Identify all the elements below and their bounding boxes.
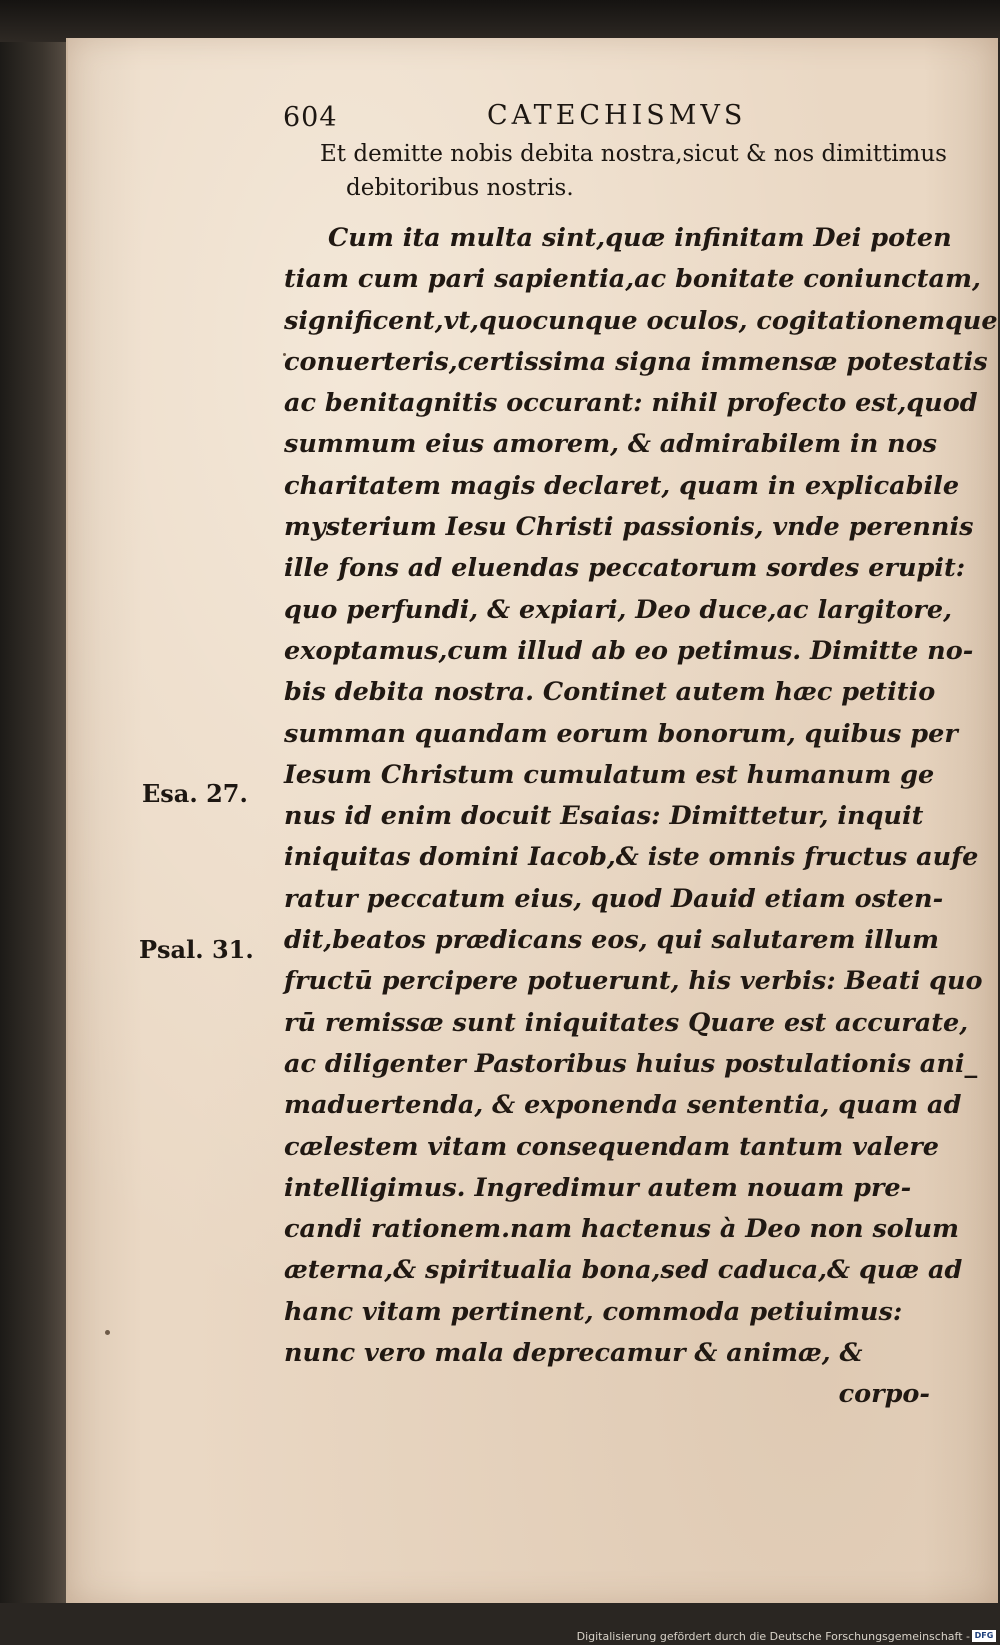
text-line: ratur peccatum eius, quod Dauid etiam osten-	[284, 883, 944, 914]
text-line: nunc vero mala deprecamur & animæ, &	[284, 1338, 863, 1369]
text-line: ille fons ad eluendas peccatorum sordes erupit:	[284, 553, 966, 584]
text-line: nus id enim docuit Esaias: Dimittetur, inquit	[284, 801, 924, 832]
text-line: significent,vt,quocunque oculos, cogitationemque	[284, 305, 998, 336]
text-line: candi rationem.nam hactenus à Deo non solum	[284, 1214, 960, 1245]
text-line: æterna,& spiritualia bona,sed caduca,& quæ ad	[284, 1255, 963, 1286]
scan-top-edge	[0, 0, 1000, 42]
text-line: iniquitas domini Iacob,& iste omnis fructus aufe	[284, 842, 979, 873]
text-line: bis debita nostra. Continet autem hæc petitio	[284, 677, 936, 708]
petition-line: debitoribus nostris.	[346, 175, 574, 201]
text-line: ac benitagnitis occurant: nihil profecto est,quod	[284, 388, 978, 419]
digitization-credit: Digitalisierung gefördert durch die Deutsche Forschungsgemeinschaft -	[576, 1630, 970, 1643]
text-line: mysterium Iesu Christi passionis, vnde perennis	[284, 512, 974, 543]
text-line: cælestem vitam consequendam tantum valere	[284, 1131, 940, 1162]
text-line: maduertenda, & exponenda sententia, quam ad	[284, 1090, 962, 1121]
text-line: Cum ita multa sint,quæ infinitam Dei poten	[328, 223, 952, 253]
text-line: quo perfundi, & expiari, Deo duce,ac largitore,	[284, 594, 952, 625]
text-line: tiam cum pari sapientia,ac bonitate coniunctam,	[284, 264, 981, 295]
dfg-logo-icon: DFG	[972, 1630, 996, 1642]
petition-heading	[320, 137, 960, 205]
page-number: 604	[283, 102, 338, 133]
margin-note-psalm: Psal. 31.	[139, 935, 254, 964]
text-line: conuerteris,certissima signa immensæ potestatis	[284, 346, 988, 377]
text-line: exoptamus,cum illud ab eo petimus. Dimitte no-	[284, 635, 974, 666]
body-text	[284, 218, 998, 1416]
catchword: corpo-	[838, 1379, 930, 1410]
text-line: summum eius amorem, & admirabilem in nos	[284, 429, 938, 460]
margin-note-esaias: Esa. 27.	[142, 779, 248, 808]
text-line: Iesum Christum cumulatum est humanum ge	[284, 759, 935, 790]
text-line: intelligimus. Ingredimur autem nouam pre-	[284, 1172, 912, 1203]
text-line: hanc vitam pertinent, commoda petiuimus:	[284, 1296, 903, 1327]
scan-left-edge	[0, 0, 70, 1645]
text-line: summan quandam eorum bonorum, quibus per	[284, 718, 958, 749]
running-head: CATECHISMVS	[487, 100, 747, 131]
petition-line: Et demitte nobis debita nostra,sicut & nos dimittimus	[320, 141, 947, 167]
text-line: fructū percipere potuerunt, his verbis: Beati quo	[284, 966, 983, 997]
paper-speck	[105, 1330, 110, 1335]
text-line: dit,beatos prædicans eos, qui salutarem illum	[284, 925, 939, 956]
text-line: ac diligenter Pastoribus huius postulationis ani_	[284, 1048, 978, 1079]
text-line: charitatem magis declaret, quam in explicabile	[284, 470, 960, 501]
text-line: rū remissæ sunt iniquitates Quare est accurate,	[284, 1007, 969, 1038]
